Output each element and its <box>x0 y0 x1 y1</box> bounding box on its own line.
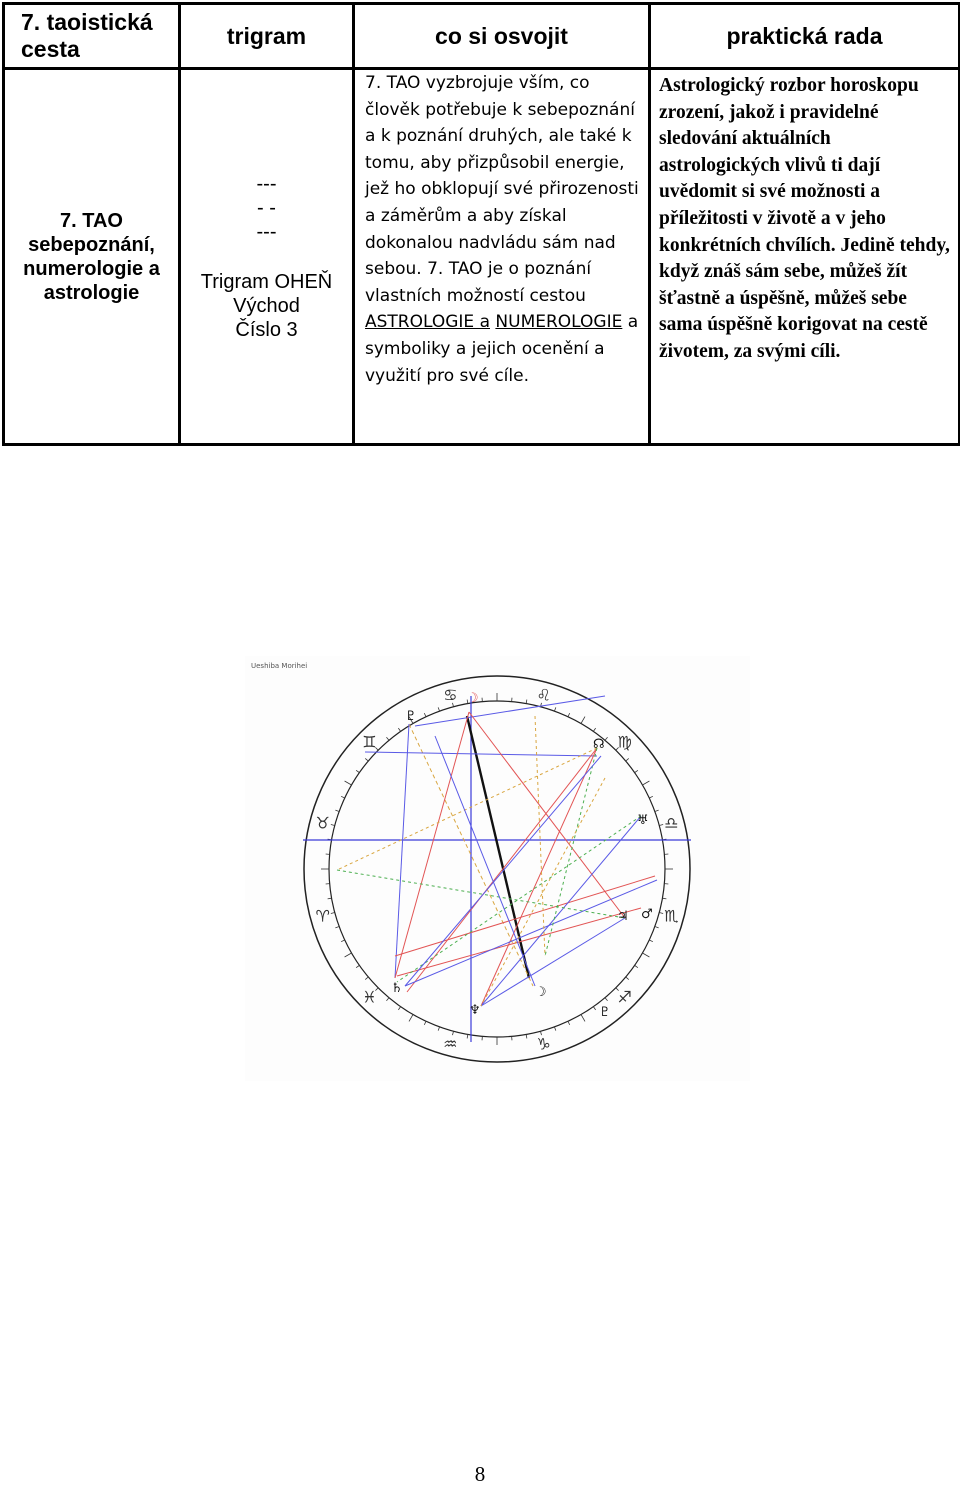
zodiac-sign-glyph: ♐ <box>617 988 631 1007</box>
advice-text: Astrologický rozbor horoskopu zrození, jakož i pravidelné sledování aktuálních astrologických vlivů ti dají uvědomit si své možnosti a příležitosti v životě a v jeho konkrétních chvílích. Jedině tehdy, když znáš sám sebe, můžeš žít šťastně a úspěšně, můžeš sebe sama úspěšně korigovat na cestě životem, za svými cíli. <box>659 75 950 362</box>
planet-glyph: ♄ <box>391 981 403 996</box>
planet-glyph: ☽ <box>535 985 547 1000</box>
zodiac-sign-glyph: ♈ <box>315 907 329 926</box>
planet-glyph: ♅ <box>637 813 649 828</box>
page-number: 8 <box>0 1462 960 1487</box>
planet-glyph: ♃ <box>617 909 629 924</box>
zodiac-sign-glyph: ♌ <box>537 686 551 705</box>
planet-glyph: ♂ <box>641 907 653 922</box>
zodiac-sign-glyph: ♑ <box>537 1034 551 1053</box>
trigram-symbol <box>181 172 352 244</box>
planet-glyph: ♇ <box>599 1005 611 1020</box>
trigram-number: Číslo 3 <box>181 318 352 342</box>
zodiac-sign-glyph: ♎ <box>664 813 678 832</box>
table-row <box>4 69 960 445</box>
cell-trigram <box>180 69 354 445</box>
trigram-line-1: --- <box>181 172 352 196</box>
learn-text-end: a symboliky a jejich ocenění a využití pro své cíle. <box>365 312 638 385</box>
planet-glyph: ♆ <box>469 1003 481 1018</box>
cell-path <box>4 69 180 445</box>
zodiac-sign-glyph: ♓ <box>362 988 376 1007</box>
header-taoist-path: 7. taoistická cesta <box>4 4 180 69</box>
learn-text: 7. TAO vyzbrojuje vším, co člověk potřebuje k sebepoznání a k poznání druhých, ale také k tomu, aby přizpůsobil energie, jež ho obklopují své přirozenosti a záměrům a aby získal dokonalou nadvládu sám nad sebou. 7. TAO je o poznání vlastních možností cestou <box>365 73 639 306</box>
header-what-to-learn: co si osvojit <box>354 4 650 69</box>
cell-learn <box>354 69 650 445</box>
chart-caption: Ueshiba Morihei <box>251 662 307 670</box>
zodiac-sign-glyph: ♏ <box>664 907 678 926</box>
trigram-name: Trigram OHEŇ <box>181 270 352 294</box>
header-trigram: trigram <box>180 4 354 69</box>
zodiac-sign-glyph: ♊ <box>362 732 376 751</box>
planet-glyph: ♇ <box>405 709 417 724</box>
numerology-link[interactable]: NUMEROLOGIE <box>495 312 622 332</box>
trigram-line-3: --- <box>181 220 352 244</box>
header-practical-advice: praktická rada <box>650 4 960 69</box>
natal-chart-svg <box>245 656 750 1081</box>
natal-chart <box>245 656 750 1081</box>
zodiac-sign-glyph: ♉ <box>315 813 329 832</box>
planet-glyph: ☊ <box>593 737 605 752</box>
path-text: 7. TAO sebepoznání, numerologie a astrologie <box>23 210 160 304</box>
trigram-line-2: - - <box>181 196 352 220</box>
astrology-link[interactable]: ASTROLOGIE a <box>365 312 490 332</box>
table-header-row <box>4 4 960 69</box>
zodiac-sign-glyph: ♒ <box>443 1034 457 1053</box>
planet-glyph: ☽ <box>467 691 479 706</box>
tao-table <box>2 2 960 446</box>
zodiac-sign-glyph: ♍ <box>617 732 631 751</box>
cell-advice <box>650 69 960 445</box>
zodiac-sign-glyph: ♋ <box>443 686 457 705</box>
trigram-direction: Východ <box>181 294 352 318</box>
